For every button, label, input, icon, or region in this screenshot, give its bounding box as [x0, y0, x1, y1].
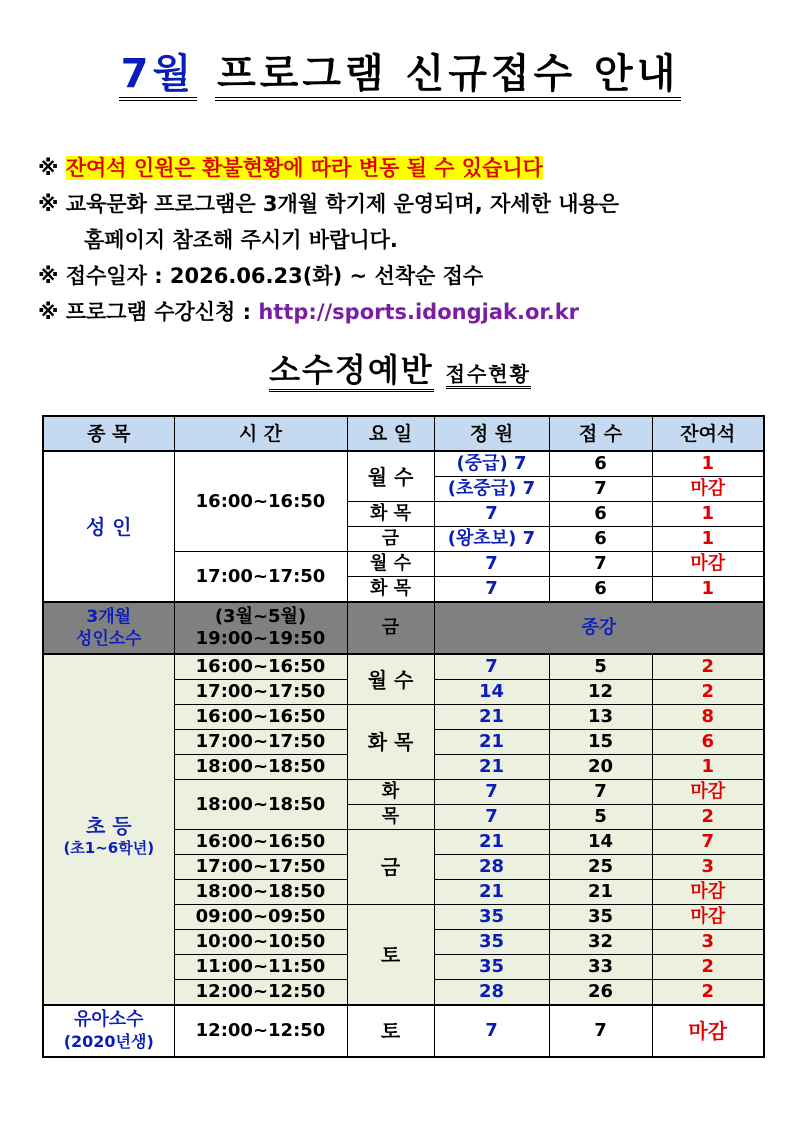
status-closed: 종강: [434, 602, 764, 654]
capacity-cell: 35: [434, 905, 549, 930]
day-cell: 금: [347, 830, 434, 905]
remaining-cell: 1: [652, 451, 764, 477]
remaining-cell: 2: [652, 654, 764, 680]
reference-mark: ※: [38, 300, 59, 324]
day-cell: 토: [347, 1005, 434, 1057]
registered-cell: 12: [549, 680, 652, 705]
time-cell: [174, 602, 347, 654]
category-line: (초1~6학년): [63, 838, 155, 857]
registered-cell: 32: [549, 930, 652, 955]
title-month: 7월: [119, 51, 197, 101]
registered-cell: 13: [549, 705, 652, 730]
day-cell: 월 수: [347, 552, 434, 577]
remaining-cell: 마감: [652, 905, 764, 930]
capacity-cell: 35: [434, 930, 549, 955]
category-line: 3개월: [86, 607, 132, 627]
category-line: 성인소수: [75, 629, 142, 649]
category-line: 초 등: [85, 813, 132, 838]
notice-apply: [38, 294, 778, 330]
category-elementary: [43, 654, 174, 1005]
day-cell: 금: [347, 527, 434, 552]
registered-cell: 6: [549, 502, 652, 527]
table-row: [43, 451, 764, 477]
registered-cell: 33: [549, 955, 652, 980]
registered-cell: 7: [549, 477, 652, 502]
day-cell: 화 목: [347, 577, 434, 603]
capacity-cell: 28: [434, 855, 549, 880]
remaining-cell: 3: [652, 930, 764, 955]
capacity-cell: 21: [434, 755, 549, 780]
section-title-sub: 접수현황: [446, 362, 531, 389]
registered-cell: 5: [549, 805, 652, 830]
time-cell: 17:00~17:50: [174, 552, 347, 603]
remaining-cell: 마감: [652, 1005, 764, 1057]
capacity-cell: 21: [434, 730, 549, 755]
notice-refund: [38, 150, 778, 186]
notice-semester: [38, 186, 778, 222]
table-header-row: [43, 416, 764, 451]
notice-text: 잔여석 인원은 환불현황에 따라 변동 될 수 있습니다: [65, 156, 543, 180]
registered-cell: 5: [549, 654, 652, 680]
registered-cell: 15: [549, 730, 652, 755]
remaining-cell: 2: [652, 805, 764, 830]
capacity-cell: (초중급) 7: [434, 477, 549, 502]
table-row-closed: [43, 602, 764, 654]
notice-text: 프로그램 수강신청 :: [65, 300, 259, 324]
capacity-cell: 7: [434, 502, 549, 527]
day-cell: 토: [347, 905, 434, 1006]
remaining-cell: 2: [652, 955, 764, 980]
capacity-cell: (중급) 7: [434, 451, 549, 477]
time-cell: 18:00~18:50: [174, 755, 347, 780]
remaining-cell: 마감: [652, 780, 764, 805]
notice-homepage: [38, 222, 778, 258]
period-text: (3월~5월): [214, 606, 307, 627]
capacity-cell: 7: [434, 577, 549, 603]
reference-mark: ※: [38, 264, 59, 288]
remaining-cell: 7: [652, 830, 764, 855]
capacity-cell: 7: [434, 552, 549, 577]
remaining-cell: 8: [652, 705, 764, 730]
category-adult: 성 인: [43, 451, 174, 602]
time-cell: 12:00~12:50: [174, 980, 347, 1006]
capacity-cell: 7: [434, 805, 549, 830]
capacity-cell: 28: [434, 980, 549, 1006]
time-cell: 17:00~17:50: [174, 680, 347, 705]
page-title: [0, 42, 800, 99]
capacity-cell: 21: [434, 830, 549, 855]
notice-text: 접수일자 : 2026.06.23(화) ~ 선착순 접수: [65, 264, 484, 288]
remaining-cell: 3: [652, 855, 764, 880]
time-cell: 10:00~10:50: [174, 930, 347, 955]
table-row: [43, 654, 764, 680]
notice-text: 교육문화 프로그램은 3개월 학기제 운영되며, 자세한 내용은: [65, 192, 620, 216]
time-cell: 17:00~17:50: [174, 855, 347, 880]
category-line: (2020년생): [63, 1032, 154, 1051]
time-cell: 18:00~18:50: [174, 780, 347, 830]
time-cell: 16:00~16:50: [174, 654, 347, 680]
time-cell: 16:00~16:50: [174, 830, 347, 855]
day-cell: 화: [347, 780, 434, 805]
capacity-cell: 21: [434, 880, 549, 905]
time-cell: 17:00~17:50: [174, 730, 347, 755]
day-cell: 화 목: [347, 502, 434, 527]
time-cell: 09:00~09:50: [174, 905, 347, 930]
notice-text: 홈페이지 참조해 주시기 바랍니다.: [84, 228, 398, 252]
registered-cell: 14: [549, 830, 652, 855]
category-adult-3month: [43, 602, 174, 654]
day-cell: 화 목: [347, 705, 434, 780]
capacity-cell: 21: [434, 705, 549, 730]
registered-cell: 6: [549, 527, 652, 552]
capacity-cell: (왕초보) 7: [434, 527, 549, 552]
time-text: 19:00~19:50: [195, 628, 326, 649]
category-kids: [43, 1005, 174, 1057]
remaining-cell: 1: [652, 527, 764, 552]
header-sport: 종 목: [43, 416, 174, 451]
remaining-cell: 1: [652, 577, 764, 603]
day-cell: 월 수: [347, 451, 434, 502]
registered-cell: 21: [549, 880, 652, 905]
apply-link[interactable]: http://sports.idongjak.or.kr: [258, 300, 580, 324]
capacity-cell: 7: [434, 780, 549, 805]
remaining-cell: 마감: [652, 552, 764, 577]
remaining-cell: 6: [652, 730, 764, 755]
capacity-cell: 7: [434, 654, 549, 680]
registered-cell: 26: [549, 980, 652, 1006]
header-capacity: 정 원: [434, 416, 549, 451]
registered-cell: 35: [549, 905, 652, 930]
time-cell: 18:00~18:50: [174, 880, 347, 905]
registered-cell: 25: [549, 855, 652, 880]
remaining-cell: 2: [652, 980, 764, 1006]
remaining-cell: 마감: [652, 880, 764, 905]
capacity-cell: 35: [434, 955, 549, 980]
title-text: 프로그램 신규접수 안내: [215, 51, 681, 101]
remaining-cell: 2: [652, 680, 764, 705]
registered-cell: 7: [549, 552, 652, 577]
section-title: [0, 345, 800, 391]
day-cell: 월 수: [347, 654, 434, 705]
registered-cell: 20: [549, 755, 652, 780]
category-line: 유아소수: [73, 1009, 144, 1030]
day-cell: 목: [347, 805, 434, 830]
registered-cell: 6: [549, 577, 652, 603]
header-time: 시 간: [174, 416, 347, 451]
capacity-cell: 7: [434, 1005, 549, 1057]
header-registered: 접 수: [549, 416, 652, 451]
header-day: 요 일: [347, 416, 434, 451]
time-cell: 16:00~16:50: [174, 451, 347, 552]
table-row: [43, 1005, 764, 1057]
section-title-main: 소수정예반: [269, 351, 434, 392]
time-cell: 16:00~16:50: [174, 705, 347, 730]
remaining-cell: 1: [652, 502, 764, 527]
registered-cell: 7: [549, 780, 652, 805]
time-cell: 12:00~12:50: [174, 1005, 347, 1057]
reference-mark: ※: [38, 192, 59, 216]
reference-mark: ※: [38, 156, 59, 180]
remaining-cell: 1: [652, 755, 764, 780]
remaining-cell: 마감: [652, 477, 764, 502]
registration-table: [42, 415, 765, 1058]
capacity-cell: 14: [434, 680, 549, 705]
notice-list: [38, 150, 778, 330]
registered-cell: 6: [549, 451, 652, 477]
header-remaining: 잔여석: [652, 416, 764, 451]
registered-cell: 7: [549, 1005, 652, 1057]
time-cell: 11:00~11:50: [174, 955, 347, 980]
day-cell: 금: [347, 602, 434, 654]
notice-date: [38, 258, 778, 294]
